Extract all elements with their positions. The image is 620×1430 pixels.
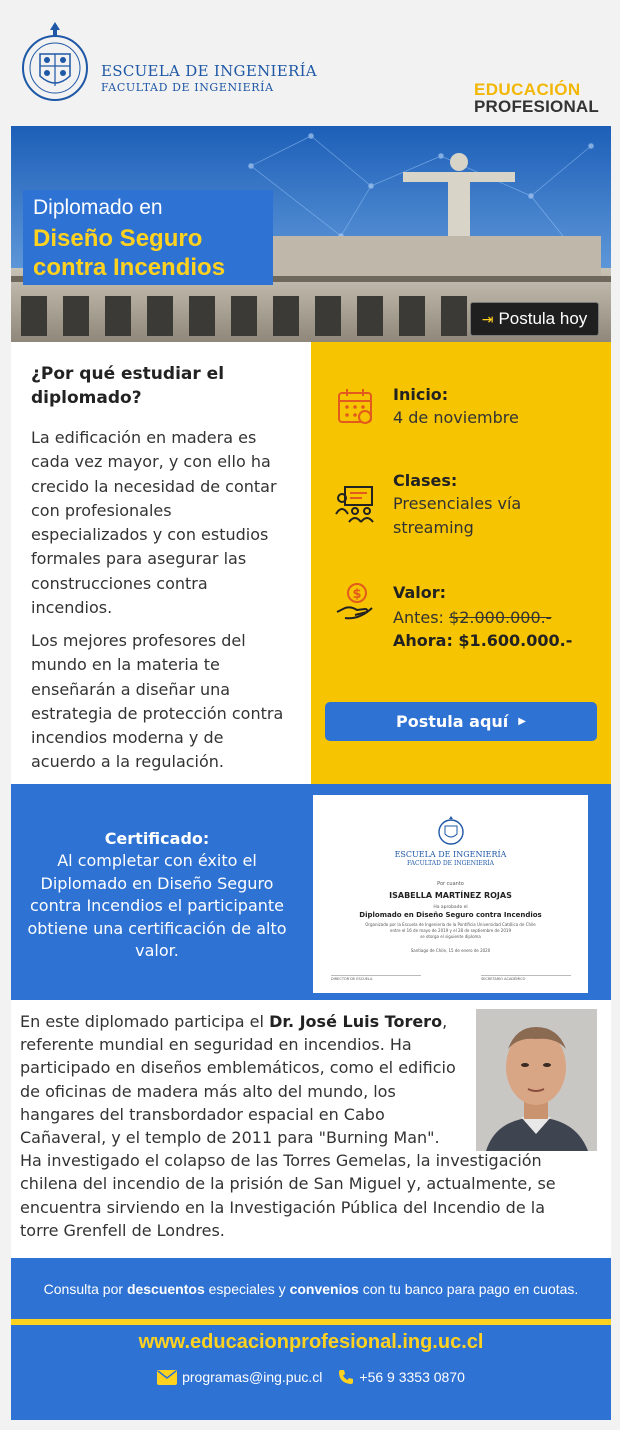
certificate-title: Certificado: xyxy=(104,829,210,848)
agreements-keyword: convenios xyxy=(289,1280,359,1297)
discount-keyword: descuentos xyxy=(126,1280,205,1297)
certificate-faculty: FACULTAD DE INGENIERÍA xyxy=(407,860,494,867)
certificate-desc-1: Organizado por la Escuela de Ingeniería de la Pontificia Universidad Católica de Chile xyxy=(365,922,536,927)
certificate-desc-3: se otorga el siguiente diploma xyxy=(420,934,481,939)
certificate-school: ESCUELA DE INGENIERÍA xyxy=(394,850,507,859)
discount-segment: especiales y xyxy=(204,1280,290,1297)
bio-line: de oficinas de madera más alto del mundo, los xyxy=(20,1081,396,1101)
play-icon: ▶ xyxy=(518,716,526,727)
bio-line: Cañaveral, y el templo de 2011 para "Burning Man". xyxy=(20,1128,440,1148)
certificate-pre: Por cuanto xyxy=(437,881,464,887)
bio-line xyxy=(20,1010,600,1033)
hero-title-line-b: contra Incendios xyxy=(33,254,226,281)
why-study-paragraph-2: Los mejores profesores del mundo en la materia te enseñarán a diseñar una estrategia de protección contra incendios moderna y de acuerdo a la regulación. xyxy=(31,631,284,772)
postula-aqui-label: Postula aquí xyxy=(396,712,509,731)
price-before: $2.000.000.- xyxy=(449,608,552,627)
certificate-section xyxy=(11,784,611,1000)
instructor-name: Dr. José Luis Torero xyxy=(269,1012,443,1031)
postula-hoy-button[interactable] xyxy=(470,302,599,336)
bio-line: Ha investigado el colapso de las Torres Gemelas, la investigación xyxy=(20,1151,542,1171)
postula-aqui-button[interactable] xyxy=(325,702,597,741)
bio-line: encuentra sirviendo en la Investigación Pública del Incendio de la xyxy=(20,1197,546,1217)
certificate-image xyxy=(313,795,588,993)
bio-text-segment: , xyxy=(442,1012,448,1031)
price-before-prefix: Antes: xyxy=(393,608,450,627)
contact-section xyxy=(11,1325,611,1420)
hero-title-main xyxy=(33,224,225,282)
certificate-program: Diplomado en Diseño Seguro contra Incendios xyxy=(359,911,542,919)
start-value: 4 de noviembre xyxy=(393,408,519,427)
bio-line: hangares del transbordador espacial en Cabo xyxy=(20,1104,385,1124)
certificate-signature-1: DIRECTOR DE ESCUELA xyxy=(331,975,421,981)
start-label: Inicio: xyxy=(393,385,449,404)
instructor-bio-text xyxy=(20,1010,600,1242)
certificate-desc-2: entre el 16 de mayo de 2019 y el 28 de septiembre de 2019 xyxy=(389,928,511,933)
discount-segment: con tu banco para pago en cuotas. xyxy=(358,1280,579,1297)
hero-title-line-a: Diseño Seguro xyxy=(33,225,203,252)
faculty-name: FACULTAD DE INGENIERÍA xyxy=(101,81,274,94)
calendar-icon xyxy=(335,386,375,426)
price-label: Valor: xyxy=(393,583,447,602)
bio-line: torre Grenfell de Londres. xyxy=(20,1220,225,1240)
discount-banner xyxy=(11,1258,611,1319)
classes-label: Clases: xyxy=(393,471,458,490)
why-study-section xyxy=(11,342,311,784)
why-study-title: ¿Por qué estudiar el diplomado? xyxy=(31,364,225,408)
logo-profesional: PROFESIONAL xyxy=(474,97,599,116)
contact-row xyxy=(11,1369,611,1385)
hero-banner xyxy=(11,126,611,342)
discount-segment: Consulta por xyxy=(43,1280,127,1297)
instructor-bio-section xyxy=(11,1000,611,1258)
why-study-paragraph-1: La edificación en madera es cada vez mayor, y con ello ha crecido la necesidad de contar con profesionales especializados y con estudios formales para asegurar las construcciones contra incendios. xyxy=(31,428,277,618)
bio-text-segment: En este diplomado participa el xyxy=(20,1012,270,1031)
hero-title-prefix: Diplomado en xyxy=(33,196,163,219)
certificate-recipient: ISABELLA MARTÍNEZ ROJAS xyxy=(389,891,512,900)
phone-number: +56 9 3353 0870 xyxy=(359,1369,465,1385)
classroom-icon xyxy=(335,484,375,524)
email-link[interactable] xyxy=(157,1369,322,1385)
phone-link[interactable] xyxy=(338,1369,465,1385)
price-now: Ahora: $1.600.000.- xyxy=(393,631,573,650)
bio-line: referente mundial en seguridad en incendios. Ha xyxy=(20,1035,412,1055)
header xyxy=(0,0,620,126)
certificate-text: Al completar con éxito el Diplomado en Diseño Seguro contra Incendios el participante obtiene una certificación de alto valor. xyxy=(27,851,287,961)
bio-line: participado en diseños emblemáticos, como el edificio xyxy=(20,1058,456,1078)
certificate-place: Santiago de Chile, 15 de enero de 2020 xyxy=(410,948,491,953)
money-hand-icon xyxy=(335,582,375,622)
price-before-row xyxy=(393,606,593,630)
certificate-description xyxy=(25,828,289,962)
website-link[interactable]: www.educacionprofesional.ing.uc.cl xyxy=(138,1331,484,1353)
svg-text:$: $ xyxy=(352,587,362,602)
discount-text xyxy=(44,1281,579,1297)
sign-in-icon: ⇥ xyxy=(481,310,494,327)
postula-hoy-label: Postula hoy xyxy=(498,309,588,328)
bio-line: chilena del incendio de la prisión de San Miguel y, actualmente, se xyxy=(20,1174,556,1194)
school-name: ESCUELA DE INGENIERÍA xyxy=(101,62,317,80)
logo-educacion: EDUCACIÓN xyxy=(474,80,581,99)
phone-icon xyxy=(338,1369,354,1385)
certificate-mid: Ha aprobado el xyxy=(433,905,468,910)
certificate-signature-2: SECRETARIO ACADÉMICO xyxy=(481,975,571,981)
university-seal-icon xyxy=(438,815,464,847)
university-seal-icon xyxy=(20,16,90,116)
envelope-icon xyxy=(157,1370,177,1385)
program-info-panel xyxy=(311,342,611,784)
email-address: programas@ing.puc.cl xyxy=(182,1369,323,1385)
classes-value: Presenciales vía streaming xyxy=(393,494,522,537)
